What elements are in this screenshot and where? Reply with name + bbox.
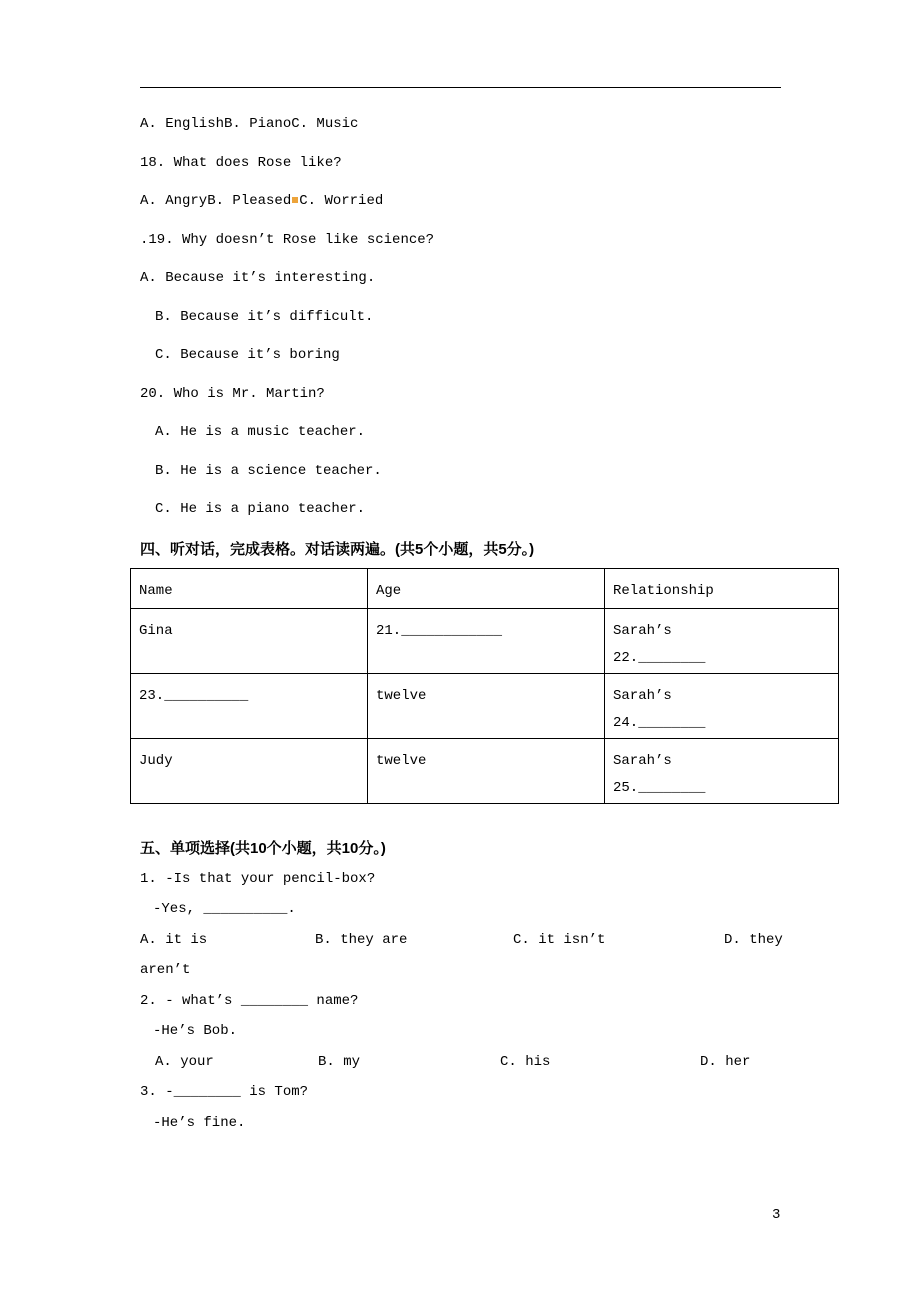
option-a: A. He is a music teacher. (155, 424, 366, 440)
relationship-blank-24: 24.________ (613, 714, 706, 731)
listening-table (130, 568, 839, 804)
cell-relationship (605, 608, 839, 673)
cell-name: Judy (131, 738, 368, 803)
cell-name: Gina (131, 608, 368, 673)
relationship-owner: Sarah’s (613, 752, 672, 769)
question-19: .19. Why doesn’t Rose like science? (140, 231, 435, 248)
question-20: 20. Who is Mr. Martin? (140, 385, 325, 402)
cell-relationship (605, 738, 839, 803)
option-c: C. his (500, 1053, 551, 1070)
option-b: B. my (318, 1053, 361, 1070)
header-relationship: Relationship (605, 568, 839, 608)
mc-question-1-answer-blank: -Yes, __________. (153, 901, 296, 917)
option-b: B. they are (315, 931, 408, 948)
section4-heading: 四、听对话，完成表格。对话读两遍。(共5个小题，共5分。) (140, 540, 535, 558)
options-text-right: C. Worried (299, 193, 384, 209)
answer-options-line (140, 182, 790, 221)
option-d-wrap: aren’t (140, 962, 191, 978)
header-age: Age (368, 568, 605, 608)
relationship-blank-22: 22.________ (613, 649, 706, 666)
option-c: C. He is a piano teacher. (155, 501, 366, 517)
answer-options-line: A. EnglishB. PianoC. Music (140, 116, 359, 132)
cell-relationship (605, 673, 839, 738)
option-a: A. it is (140, 931, 208, 948)
question-18: 18. What does Rose like? (140, 154, 342, 171)
table-row (131, 608, 839, 673)
table-row (131, 738, 839, 803)
mc-question-3-answer: -He’s fine. (153, 1114, 246, 1131)
table-header-row (131, 568, 839, 608)
option-a: A. Because it’s interesting. (140, 270, 376, 286)
section5-heading: 五、单项选择(共10个小题，共10分。) (140, 839, 386, 857)
table-row (131, 673, 839, 738)
relationship-blank-25: 25.________ (613, 779, 706, 796)
cell-age: twelve (368, 673, 605, 738)
options-text-left: A. AngryB. Pleased (140, 193, 292, 209)
option-c: C. Because it’s boring (155, 347, 340, 363)
cell-age: twelve (368, 738, 605, 803)
mc-question-1: 1. -Is that your pencil-box? (140, 870, 376, 887)
header-rule (140, 87, 781, 88)
option-b: B. Because it’s difficult. (155, 308, 374, 325)
page-content (140, 105, 790, 1138)
mc-question-3: 3. -________ is Tom? (140, 1084, 309, 1100)
option-d: D. her (700, 1053, 751, 1070)
option-b: B. He is a science teacher. (155, 462, 382, 479)
header-name: Name (131, 568, 368, 608)
mc-question-2-answer: -He’s Bob. (153, 1023, 238, 1039)
option-c: C. it isn’t (513, 931, 606, 948)
cell-name-blank-23: 23.__________ (131, 673, 368, 738)
highlight-marker-icon (292, 197, 298, 203)
mc-question-1-options (140, 925, 790, 956)
relationship-owner: Sarah’s (613, 687, 672, 704)
cell-age-blank-21: 21.____________ (368, 608, 605, 673)
option-a: A. your (155, 1053, 214, 1070)
mc-question-2: 2. - what’s ________ name? (140, 992, 359, 1009)
option-d: D. they (724, 931, 783, 948)
mc-question-2-options (155, 1047, 790, 1078)
page-number: 3 (772, 1207, 781, 1223)
relationship-owner: Sarah’s (613, 622, 672, 639)
